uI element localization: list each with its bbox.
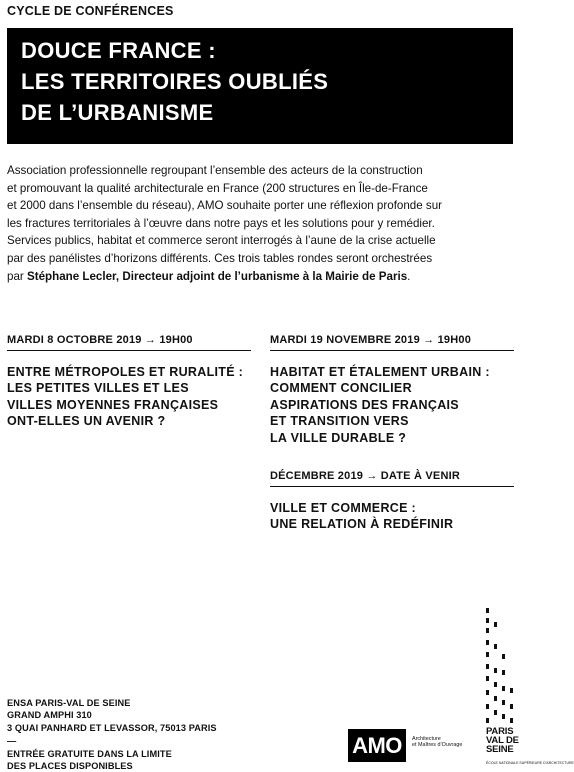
title-line: DOUCE FRANCE : xyxy=(21,38,216,63)
title-block xyxy=(7,28,513,144)
pvs-logo xyxy=(486,727,519,754)
intro-line: les fractures territoriales à l’œuvre dans notre pays et les solutions pour y remédier. xyxy=(7,216,435,230)
event-title-line: COMMENT CONCILIER xyxy=(270,381,412,396)
intro-line: et promouvant la qualité architecturale en France (200 structures en Île-de-France xyxy=(7,181,428,195)
amo-logo xyxy=(348,729,406,762)
venue-line: 3 QUAI PANHARD ET LEVASSOR, 75013 PARIS xyxy=(7,722,217,733)
intro-paragraph xyxy=(7,162,513,285)
event-title-line: VILLE ET COMMERCE : xyxy=(270,501,416,515)
intro-line: et 2000 dans l’ensemble du réseau), AMO souhaite porter une réflexion profonde sur xyxy=(7,199,443,213)
event-title xyxy=(7,364,251,430)
title-line: LES TERRITOIRES OUBLIÉS xyxy=(21,69,329,94)
amo-caption-line: Architecture xyxy=(412,736,441,742)
kicker: CYCLE DE CONFÉRENCES xyxy=(7,4,174,18)
venue-info xyxy=(7,697,217,772)
intro-line: par des panélistes d’horizons différents. Ces trois tables rondes seront orchestrées xyxy=(7,251,433,265)
title-line: DE L’URBANISME xyxy=(21,100,214,125)
event-1 xyxy=(7,334,251,430)
pvs-logo-line: SEINE xyxy=(486,744,514,755)
event-title-line: ET TRANSITION VERS xyxy=(270,414,409,429)
event-title-line: ONT-ELLES UN AVENIR ? xyxy=(7,414,166,429)
event-date: MARDI 8 OCTOBRE 2019 → 19H00 xyxy=(7,334,251,351)
event-title-line: LES PETITES VILLES ET LES xyxy=(7,381,189,396)
pvs-logo-bars-icon xyxy=(486,608,516,728)
intro-line: Services publics, habitat et commerce seront interrogés à l’aune de la crise actuelle xyxy=(7,234,436,248)
pvs-subtitle: ÉCOLE NATIONALE SUPÉRIEURE D’ARCHITECTURE xyxy=(486,761,574,765)
event-title-line: UNE RELATION À REDÉFINIR xyxy=(270,517,454,532)
amo-logo-text: AMO xyxy=(352,732,402,758)
admission-line: DES PLACES DISPONIBLES xyxy=(7,761,133,772)
intro-last-prefix: par xyxy=(7,269,27,283)
amo-caption xyxy=(412,736,462,749)
venue-dash: — xyxy=(7,736,17,747)
event-title-line: ASPIRATIONS DES FRANÇAIS xyxy=(270,397,459,412)
intro-last-suffix: . xyxy=(407,269,411,283)
pvs-logo-line: PARIS xyxy=(486,726,514,737)
event-title-line: HABITAT ET ÉTALEMENT URBAIN : xyxy=(270,365,490,379)
event-title-line: ENTRE MÉTROPOLES ET RURALITÉ : xyxy=(7,365,244,379)
event-3 xyxy=(270,470,514,533)
pvs-logo-line: VAL DE xyxy=(486,735,519,746)
event-title xyxy=(270,364,514,446)
venue-line: ENSA PARIS-VAL DE SEINE xyxy=(7,698,131,708)
event-date: MARDI 19 NOVEMBRE 2019 → 19H00 xyxy=(270,334,514,351)
event-title xyxy=(270,500,514,533)
venue-line: GRAND AMPHI 310 xyxy=(7,710,92,721)
event-2 xyxy=(270,334,514,446)
intro-line: Association professionnelle regroupant l’ensemble des acteurs de la construction xyxy=(7,164,423,177)
intro-line-last xyxy=(7,268,513,286)
admission-line: ENTRÉE GRATUITE DANS LA LIMITE xyxy=(7,748,172,759)
event-title-line: VILLES MOYENNES FRANÇAISES xyxy=(7,397,219,412)
amo-caption-line: et Maîtres d’Ouvrage xyxy=(412,742,463,749)
event-date: DÉCEMBRE 2019 → DATE À VENIR xyxy=(270,470,514,487)
moderator-name: Stéphane Lecler, Directeur adjoint de l’urbanisme à la Mairie de Paris xyxy=(26,269,408,283)
event-title-line: LA VILLE DURABLE ? xyxy=(270,430,407,445)
